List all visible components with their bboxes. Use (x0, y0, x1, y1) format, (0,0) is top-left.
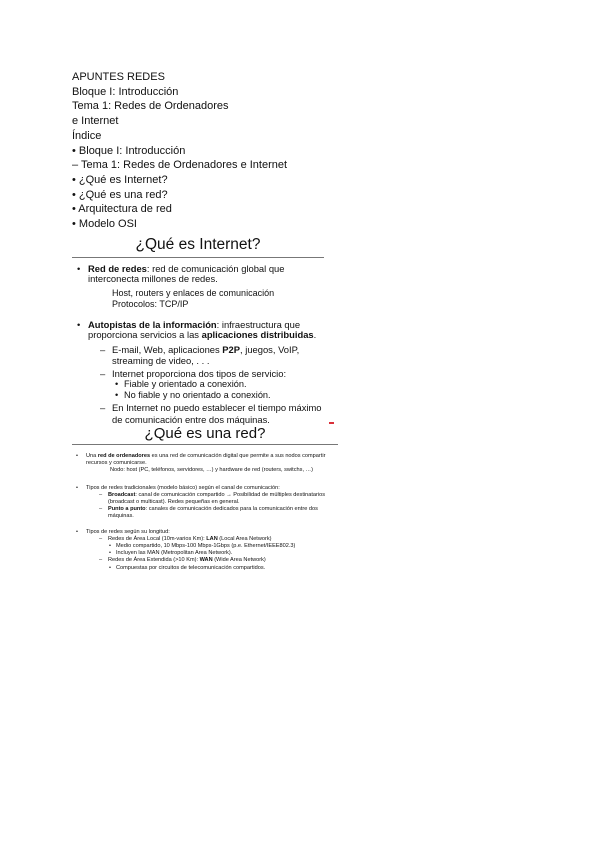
slide-que-es-una-red (72, 425, 338, 572)
slide-title: ¿Qué es una red? (144, 425, 266, 442)
bullet-autopistas (72, 320, 324, 341)
bullet-bold-term: Autopistas de la información (88, 319, 217, 330)
dash-item (72, 557, 338, 564)
notes-line: APUNTES REDES (72, 71, 165, 83)
bullet-bold-term: Red de redes (88, 263, 147, 274)
bullet-text: Una (86, 453, 98, 459)
bullet-text: es una red de comunicación digital que permite a sus nodos compartir recursos y comunicarse. (86, 453, 326, 467)
dash-item (72, 492, 338, 506)
sub-item: Protocolos: TCP/IP (112, 299, 189, 310)
spacer (72, 521, 338, 529)
title-divider (72, 257, 324, 258)
spacer (72, 475, 338, 485)
dash-item (72, 506, 338, 520)
dash-bold: Broadcast (108, 491, 136, 498)
dash-item: – En Internet no puedo establecer el tiempo máximo de comunicación entre dos máquinas. (72, 402, 324, 425)
dash-text: , juegos, VoIP, streaming de video, . . . (112, 343, 300, 367)
dash-item: – Internet proporciona dos tipos de servicio: (72, 368, 324, 379)
notes-line: Tema 1: Redes de Ordenadores (72, 100, 229, 113)
bullet-text: . (313, 329, 317, 341)
bullet-red-de-ordenadores (72, 453, 338, 467)
red-mark (329, 422, 334, 424)
notes-line: • Arquitectura de red (72, 203, 172, 216)
notes-line: • Bloque I: Introducción (72, 144, 186, 157)
dash-bold: Punto a punto (108, 506, 146, 513)
bullet-tipos-longitud: • Tipos de redes según su longitud: (72, 529, 338, 536)
dash-bold: P2P (222, 343, 241, 355)
sub-item: Host, routers y enlaces de comunicación (112, 287, 275, 298)
notes-line: Bloque I: Introducción (72, 85, 179, 98)
dash-text: Redes de Área Extendida (>10 Km): (108, 557, 200, 564)
bullet-text: : red de comunicación global que interconecta millones de redes. (88, 263, 285, 285)
notes-line: e Internet (72, 115, 119, 128)
dot-item: • Fiable y orientado a conexión. (72, 379, 324, 390)
dash-text: : canal de comunicación compartido → Posibilidad de múltiples destinatarios (broadcast o multicast). Redes pequeñas en general. (108, 491, 326, 506)
bullet-text: : infraestructura que proporciona servicios a las (88, 319, 301, 341)
dot-item: • Incluyen las MAN (Metropolitan Area Network). (72, 550, 338, 557)
bullet-bold-term: red de ordenadores (97, 453, 151, 459)
dash-text: E-mail, Web, aplicaciones (112, 343, 223, 355)
slide-que-es-internet (72, 236, 324, 425)
notes-line: Índice (72, 129, 102, 142)
slide-title: ¿Qué es Internet? (135, 236, 261, 253)
sub-item: Nodo: host (PC, teléfonos, servidores, …) y hardware de red (routers, switchs, …) (110, 467, 314, 474)
dash-text: (Wide Area Network) (212, 557, 266, 564)
dot-item: • Medio compartido, 10 Mbps-100 Mbps-1Gbps (p.e. Ethernet/IEEE802.3) (72, 543, 338, 550)
notes-line: • ¿Qué es Internet? (72, 173, 168, 186)
notes-text (72, 70, 287, 232)
dash-bold: WAN (199, 557, 213, 564)
bullet-tipos-canal: • Tipos de redes tradicionales (modelo básico) según el canal de comunicación: (72, 485, 338, 492)
dash-text: (Local Area Network) (217, 535, 272, 542)
dash-bold: LAN (206, 535, 218, 542)
dash-text: Redes de Área Local (10m-varios Km): (108, 535, 207, 542)
dash-item (72, 344, 324, 367)
dash-text: : canales de comunicación dedicados para la comunicación entre dos máquinas. (108, 506, 318, 520)
dot-item: • Compuestas por circuitos de telecomunicación compartidos. (72, 565, 338, 572)
bullet-red-de-redes (72, 264, 324, 285)
notes-line: • ¿Qué es una red? (72, 188, 168, 201)
dot-item: • No fiable y no orientado a conexión. (72, 390, 324, 401)
notes-line: • Modelo OSI (72, 218, 137, 231)
title-divider (72, 444, 338, 445)
notes-line: – Tema 1: Redes de Ordenadores e Internet (72, 159, 288, 172)
dash-item (72, 536, 338, 543)
bullet-bold-term: aplicaciones distribuidas (201, 329, 314, 341)
